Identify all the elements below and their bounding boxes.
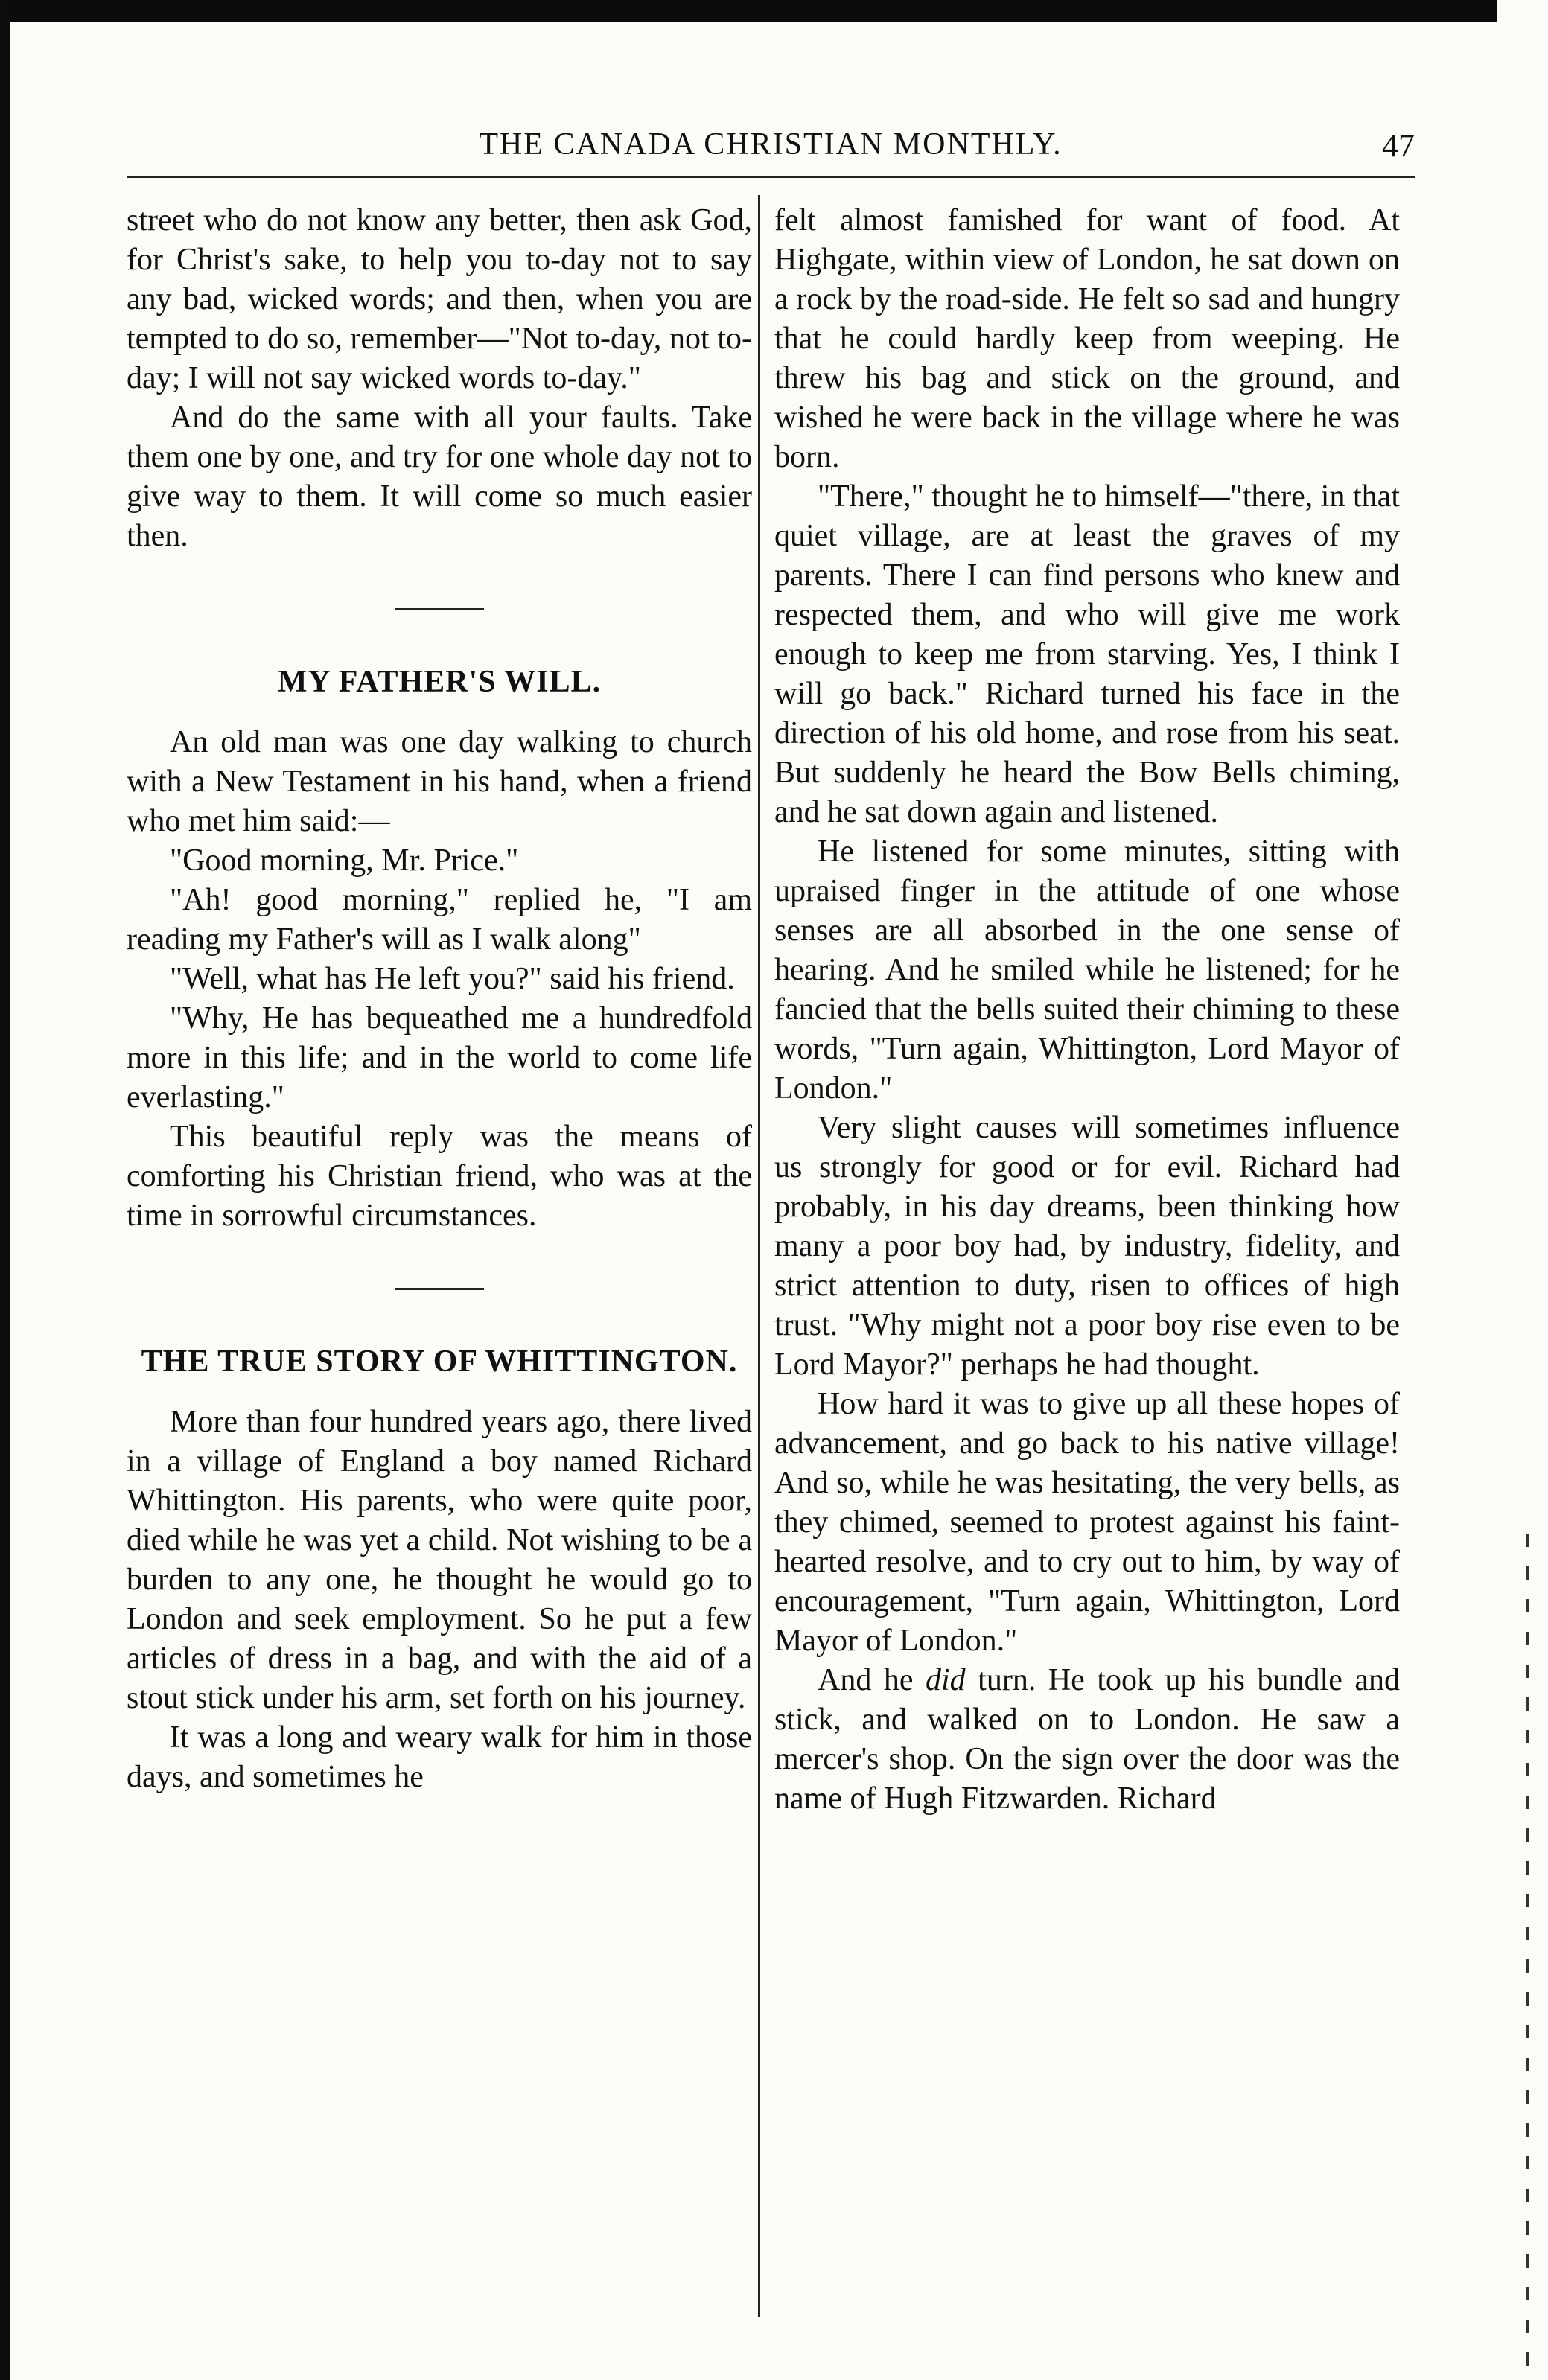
paragraph: He listened for some minutes, sitting with upraised finger in the attitude of one whose senses are all absorbed in the one sense of hearing. And he smiled while he listened; for he fancied that the bells suited their chiming to these words, "Turn again, Whittington, Lord Mayor of London.": [774, 835, 1400, 1106]
paragraph: "Why, He has bequeathed me a hundredfold more in this life; and in the world to come life everlasting.": [127, 1001, 752, 1114]
section-title-my-fathers-will: MY FATHER'S WILL.: [277, 665, 602, 699]
margin-marks: [1526, 1534, 1529, 2367]
paragraph: "Ah! good morning," replied he, "I am reading my Father's will as I walk along": [127, 883, 752, 957]
paragraph: Very slight causes will sometimes influence us strongly for good or for evil. Richard had probably, in his day dreams, been thinking how many a poor boy had, by industry, fidelity, and strict attention to duty, risen to offices of high trust. "Why might not a poor boy rise even to be Lord Mayor?" perhaps he had thought.: [774, 1111, 1400, 1382]
column-divider: [758, 195, 760, 2317]
paragraph: An old man was one day walking to church with a New Testament in his hand, when a friend who met him said:—: [127, 725, 752, 838]
left-column: [127, 201, 752, 1797]
paragraph: "Good morning, Mr. Price.": [170, 843, 519, 878]
top-border: [0, 0, 1497, 30]
right-column: [774, 201, 1400, 1819]
page-number: 47: [1382, 127, 1415, 164]
emphasis: did: [926, 1663, 966, 1697]
paragraph: "Well, what has He left you?" said his friend.: [170, 962, 735, 996]
paragraph-start: And he: [818, 1663, 926, 1697]
paragraph: How hard it was to give up all these hopes of advancement, and go back to his native village! And so, while he was hesitating, the very bells, as they chimed, seemed to protest against his faint-hearted resolve, and to cry out to him, by way of encouragement, "Turn again, Whittington, Lord Mayor of London.": [774, 1387, 1400, 1658]
page-header: [127, 119, 1415, 179]
section-title-whittington: THE TRUE STORY OF WHITTINGTON.: [141, 1344, 738, 1379]
paragraph: street who do not know any better, then ask God, for Christ's sake, to help you to-day not to say any bad, wicked words; and then, when you are tempted to do so, remember—"Not to-day, not to-day; I will not say wicked words to-day.": [127, 203, 752, 395]
paragraph: "There," thought he to himself—"there, in that quiet village, are at least the graves of my parents. There I can find persons who knew and respected them, and who will give me work enough to keep me from starving. Yes, I think I will go back." Richard turned his face in the direction of his old home, and rose from his seat. But suddenly he heard the Bow Bells chiming, and he sat down again and listened.: [774, 479, 1400, 829]
page-edge: [0, 0, 10, 2380]
paragraph-rest: turn. He took up his bundle and stick, and walked on to London. He saw a mercer's shop. On the sign over the door was the name of Hugh Fitzwarden. Richard: [774, 1663, 1400, 1816]
paragraph: More than four hundred years ago, there lived in a village of England a boy named Richard Whittington. His parents, who were quite poor, died while he was yet a child. Not wishing to be a burden to any one, he thought he would go to London and seek employment. So he put a few articles of dress in a bag, and with the aid of a stout stick under his arm, set forth on his journey.: [127, 1405, 752, 1715]
paragraph: And do the same with all your faults. Take them one by one, and try for one whole day not to give way to them. It will come so much easier then.: [127, 401, 752, 553]
header-rule: [127, 176, 1415, 178]
paragraph: felt almost famished for want of food. At Highgate, within view of London, he sat down on a rock by the road-side. He felt so sad and hungry that he could hardly keep from weeping. He threw his bag and stick on the ground, and wished he were back in the village where he was born.: [774, 203, 1400, 474]
paragraph: [774, 1661, 1400, 1819]
paragraph: It was a long and weary walk for him in those days, and sometimes he: [127, 1720, 752, 1794]
running-head: THE CANADA CHRISTIAN MONTHLY.: [479, 127, 1063, 162]
paragraph: This beautiful reply was the means of comforting his Christian friend, who was at the time in sorrowful circumstances.: [127, 1120, 752, 1233]
